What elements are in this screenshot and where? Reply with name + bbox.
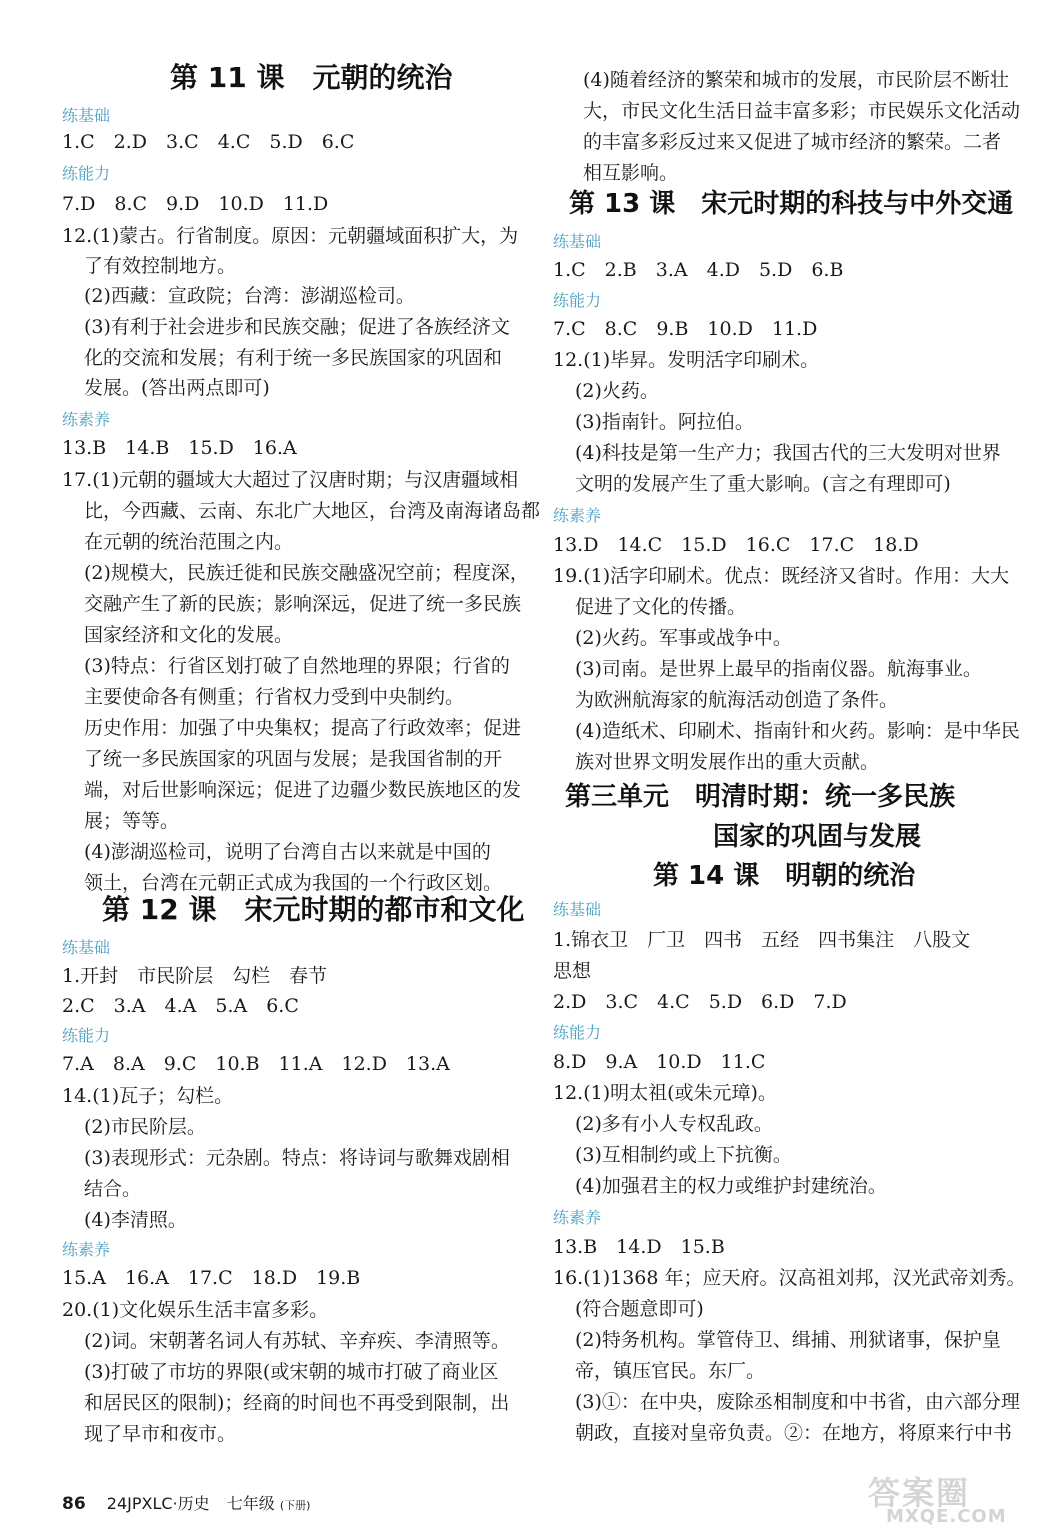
section-literacy: 练素养 (553, 506, 602, 525)
answer-line: 主要使命各有侧重；行省权力受到中央制约。 (84, 686, 465, 708)
answer-line: (2)多有小人专权乱政。 (575, 1113, 773, 1135)
answer-line: 现了早市和夜市。 (84, 1423, 237, 1445)
answer-line: (2)西藏：宣政院；台湾：澎湖巡检司。 (84, 285, 415, 307)
answer-line: (2)火药。 (575, 380, 659, 402)
answer-line: 1.锦衣卫 厂卫 四书 五经 四书集注 八股文 (553, 929, 971, 951)
answer-line: 13.B 14.D 15.B (553, 1236, 725, 1258)
answer-line: 族对世界文明发展作出的重大贡献。 (575, 751, 880, 773)
answer-line: (3)互相制约或上下抗衡。 (575, 1144, 792, 1166)
answer-line: (4)造纸术、印刷术、指南针和火药。影响：是中华民 (575, 720, 1020, 742)
answer-line: (3)①：在中央，废除丞相制度和中书省，由六部分理 (575, 1391, 1020, 1413)
section-literacy: 练素养 (553, 1208, 602, 1227)
answer-line: (4)科技是第一生产力；我国古代的三大发明对世界 (575, 442, 1001, 464)
answer-line: 化的交流和发展；有利于统一多民族国家的巩固和 (84, 347, 503, 369)
answer-line: (3)有利于社会进步和民族交融；促进了各族经济文 (84, 316, 510, 338)
answer-line: 历史作用：加强了中央集权；提高了行政效率；促进 (84, 717, 522, 739)
answer-line: 1.C 2.B 3.A 4.D 5.D 6.B (553, 259, 844, 281)
answer-line: (4)加强君主的权力或维护封建统治。 (575, 1175, 887, 1197)
page-number: 86 (62, 1494, 86, 1514)
answer-line: 思想 (553, 960, 592, 982)
answer-line: 比，今西藏、云南、东北广大地区，台湾及南海诸岛都 (84, 500, 541, 522)
lesson-11-title: 第 11 课 元朝的统治 (170, 61, 453, 94)
answer-line: (2)规模大，民族迁徙和民族交融盛况空前；程度深， (84, 562, 529, 584)
section-literacy: 练素养 (62, 410, 111, 429)
watermark-top-text: 答案圈 (868, 1474, 971, 1512)
answer-line: 13.B 14.B 15.D 16.A (62, 437, 297, 459)
answer-line: (2)市民阶层。 (84, 1116, 206, 1138)
answer-line: 了有效控制地方。 (84, 255, 237, 277)
unit-3-title-line-2: 国家的巩固与发展 (713, 822, 922, 852)
answer-line: (2)特务机构。掌管侍卫、缉捕、刑狱诸事，保护皇 (575, 1329, 1001, 1351)
answer-line: 交融产生了新的民族；影响深远，促进了统一多民族 (84, 593, 522, 615)
answer-line: 12.(1)毕昇。发明活字印刷术。 (553, 349, 820, 371)
answer-line: 了统一多民族国家的巩固与发展；是我国省制的开 (84, 748, 503, 770)
answer-line: (3)指南针。阿拉伯。 (575, 411, 754, 433)
answer-line: (3)打破了市坊的界限(或宋朝的城市打破了商业区 (84, 1361, 499, 1383)
unit-3-title-line-1: 第三单元 明清时期：统一多民族 (565, 782, 956, 812)
section-ability: 练能力 (62, 164, 111, 183)
answer-line: 和居民区的限制)；经商的时间也不再受到限制，出 (84, 1392, 510, 1414)
answer-line: 1.开封 市民阶层 勾栏 春节 (62, 965, 328, 987)
answer-line: 13.D 14.C 15.D 16.C 17.C 18.D (553, 534, 919, 556)
answer-line: 发展。(答出两点即可) (84, 377, 270, 399)
answer-line: 1.C 2.D 3.C 4.C 5.D 6.C (62, 131, 355, 153)
section-ability: 练能力 (553, 291, 602, 310)
answer-line: 促进了文化的传播。 (575, 596, 747, 618)
answer-line: 14.(1)瓦子；勾栏。 (62, 1085, 234, 1107)
answer-line: (4)澎湖巡检司，说明了台湾自古以来就是中国的 (84, 841, 491, 863)
lesson-14-title: 第 14 课 明朝的统治 (653, 861, 916, 891)
answer-line: 国家经济和文化的发展。 (84, 624, 294, 646)
answer-line: 文明的发展产生了重大影响。(言之有理即可) (575, 473, 951, 495)
section-basic: 练基础 (62, 106, 111, 125)
answer-line: 为欧洲航海家的航海活动创造了条件。 (575, 689, 899, 711)
answer-line: 帝，镇压官民。东厂。 (575, 1360, 766, 1382)
answer-line: 在元朝的统治范围之内。 (84, 531, 294, 553)
answer-line: 8.D 9.A 10.D 11.C (553, 1051, 766, 1073)
answer-line: 16.(1)1368 年；应天府。汉高祖刘邦，汉光武帝刘秀。 (553, 1267, 1026, 1289)
answer-line: (符合题意即可) (575, 1298, 704, 1320)
answer-line: 7.A 8.A 9.C 10.B 11.A 12.D 13.A (62, 1053, 450, 1075)
answer-line: 朝政，直接对皇帝负责。②：在地方，将原来行中书 (575, 1422, 1013, 1444)
watermark-logo (858, 1468, 1028, 1528)
section-basic: 练基础 (553, 900, 602, 919)
answer-line: 20.(1)文化娱乐生活丰富多彩。 (62, 1299, 329, 1321)
answer-line: 领土，台湾在元朝正式成为我国的一个行政区划。 (84, 872, 503, 894)
answer-line: (3)司南。是世界上最早的指南仪器。航海事业。 (575, 658, 982, 680)
answer-line: 19.(1)活字印刷术。优点：既经济又省时。作用：大大 (553, 565, 1010, 587)
answer-line: 结合。 (84, 1178, 142, 1200)
answer-line: (3)特点：行省区划打破了自然地理的界限；行省的 (84, 655, 510, 677)
answer-line: (2)火药。军事或战争中。 (575, 627, 792, 649)
answer-line: 的丰富多彩反过来又促进了城市经济的繁荣。二者 (583, 131, 1002, 153)
answer-line: 12.(1)明太祖(或朱元璋)。 (553, 1082, 777, 1104)
answer-line: 7.D 8.C 9.D 10.D 11.D (62, 193, 329, 215)
grade-label: 七年级 (226, 1494, 275, 1513)
answer-line: 7.C 8.C 9.B 10.D 11.D (553, 318, 818, 340)
answer-line: 2.D 3.C 4.C 5.D 6.D 7.D (553, 991, 847, 1013)
answer-line: (4)随着经济的繁荣和城市的发展，市民阶层不断壮 (583, 69, 1009, 91)
section-ability: 练能力 (553, 1023, 602, 1042)
answer-line: 相互影响。 (583, 162, 679, 184)
section-literacy: 练素养 (62, 1240, 111, 1259)
section-basic: 练基础 (62, 938, 111, 957)
answer-line: (2)词。宋朝著名词人有苏轼、辛弃疾、李清照等。 (84, 1330, 510, 1352)
answer-line: 2.C 3.A 4.A 5.A 6.C (62, 995, 299, 1017)
volume-label: (下册) (279, 1499, 311, 1512)
answer-line: 15.A 16.A 17.C 18.D 19.B (62, 1267, 361, 1289)
lesson-13-title: 第 13 课 宋元时期的科技与中外交通 (569, 189, 1014, 219)
answer-line: 端，对后世影响深远；促进了边疆少数民族地区的发 (84, 779, 522, 801)
section-basic: 练基础 (553, 232, 602, 251)
lesson-12-title: 第 12 课 宋元时期的都市和文化 (102, 893, 525, 926)
answer-line: 展；等等。 (84, 810, 180, 832)
answer-line: 大，市民文化生活日益丰富多彩；市民娱乐文化活动 (583, 100, 1021, 122)
answer-line: (3)表现形式：元杂剧。特点：将诗词与歌舞戏剧相 (84, 1147, 510, 1169)
book-code: 24JPXLC·历史 (106, 1494, 210, 1513)
section-ability: 练能力 (62, 1026, 111, 1045)
answer-line: (4)李清照。 (84, 1209, 187, 1231)
answer-line: 17.(1)元朝的疆域大大超过了汉唐时期；与汉唐疆域相 (62, 469, 519, 491)
answer-line: 12.(1)蒙古。行省制度。原因：元朝疆域面积扩大，为 (62, 225, 519, 247)
watermark-bottom-text: MXQE.COM (886, 1506, 1007, 1527)
page-footer (62, 1492, 310, 1518)
